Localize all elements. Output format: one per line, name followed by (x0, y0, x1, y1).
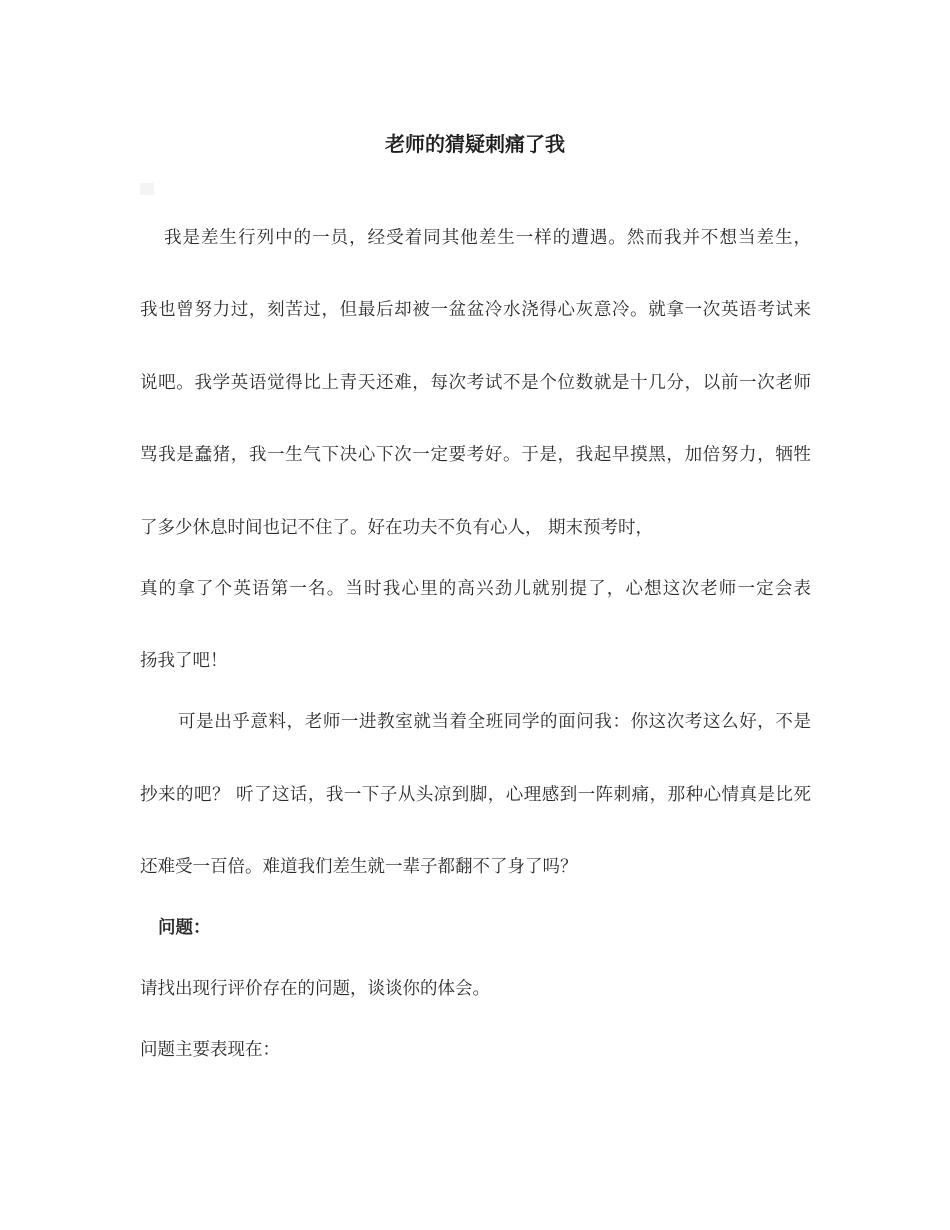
question-heading: 问题： (158, 918, 211, 938)
answer-prompt: 问题主要表现在： (140, 1040, 280, 1060)
paragraph-line: 骂我是蠢猪，我一生气下决心下次一定要考好。于是，我起早摸黑，加倍努力，牺牲 (140, 445, 811, 465)
paragraph-line: 真的拿了个英语第一名。当时我心里的高兴劲儿就别提了，心想这次老师一定会表 (140, 579, 811, 599)
paragraph-line: 抄来的吧？ 听了这话，我一下子从头凉到脚，心理感到一阵刺痛，那种心情真是比死 (140, 785, 811, 805)
paragraph-line: 我是差生行列中的一员，经受着同其他差生一样的遭遇。然而我并不想当差生， (164, 228, 811, 248)
document-title: 老师的猜疑刺痛了我 (385, 132, 565, 156)
paragraph-line: 我也曾努力过，刻苦过，但最后却被一盆盆冷水浇得心灰意冷。就拿一次英语考试来 (140, 300, 811, 320)
paragraph-line: 扬我了吧！ (140, 651, 228, 671)
paragraph-line: 还难受一百倍。难道我们差生就一辈子都翻不了身了吗？ (140, 857, 578, 877)
blank-marker (140, 183, 154, 195)
paragraph-line: 了多少休息时间也记不住了。好在功夫不负有心人， 期末预考时， (140, 518, 654, 538)
question-text: 请找出现行评价存在的问题，谈谈你的体会。 (140, 979, 490, 999)
paragraph-line: 可是出乎意料，老师一进教室就当着全班同学的面问我：你这次考这么好，不是 (178, 712, 811, 732)
paragraph-line: 说吧。我学英语觉得比上青天还难，每次考试不是个位数就是十几分，以前一次老师 (140, 373, 811, 393)
